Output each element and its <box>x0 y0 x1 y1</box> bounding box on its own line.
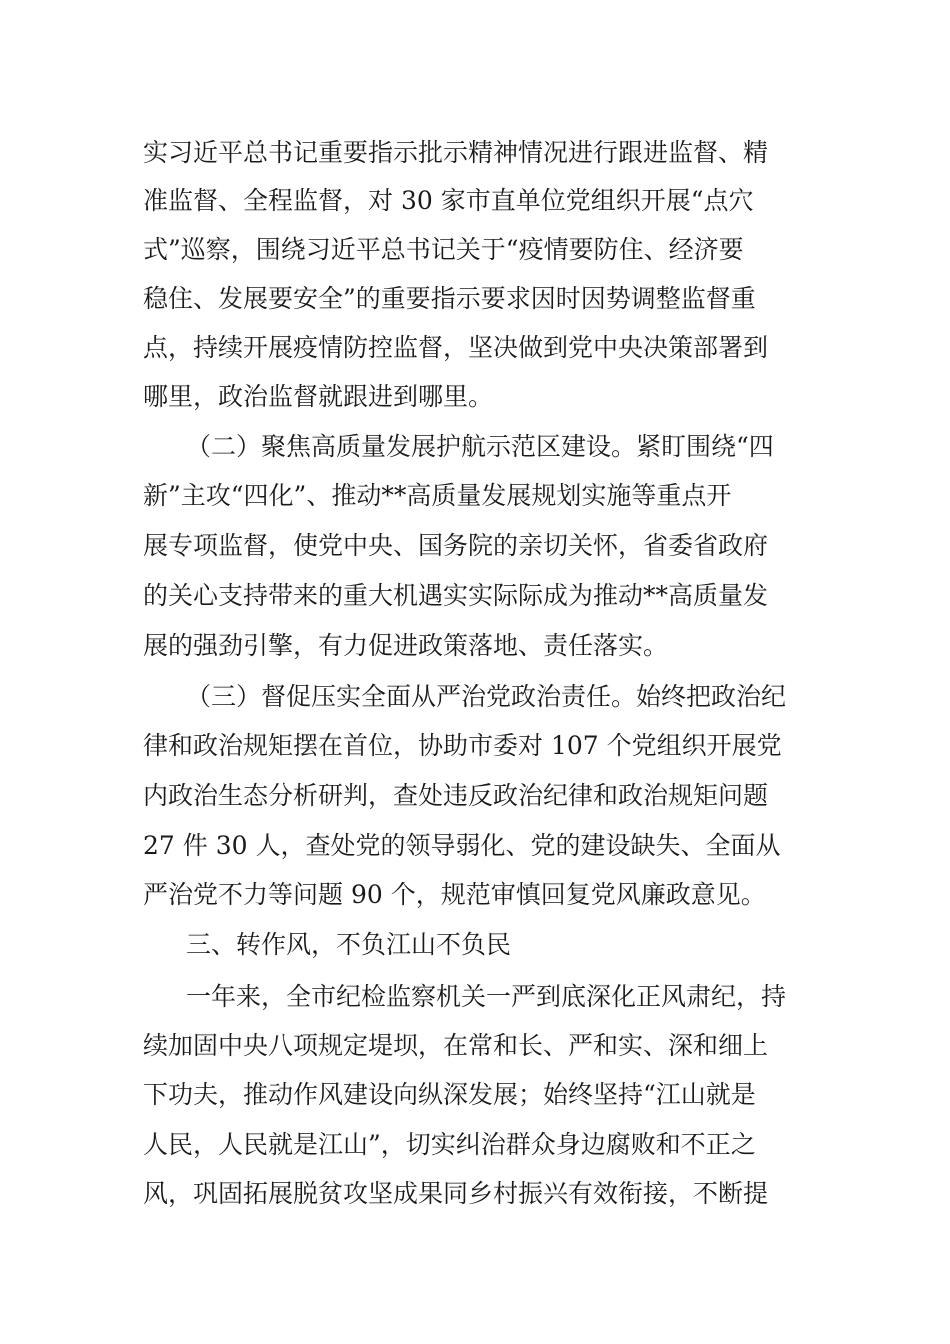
paragraph-first-line <box>0 971 950 1023</box>
line-text: 律和政治规矩摆在首位，协助市委对 107 个党组织开展党 <box>143 731 782 760</box>
paragraph-line <box>0 869 950 921</box>
paragraph-heading-line <box>0 671 950 723</box>
line-text: 人民，人民就是江山”，切实纠治群众身边腐败和不正之 <box>143 1130 756 1159</box>
line-text: 稳住、发展要安全”的重要指示要求因时因势调整监督重 <box>143 284 756 313</box>
line-text: 实习近平总书记重要指示批示精神情况进行跟进监督、精 <box>143 138 769 167</box>
line-text: 的关心支持带来的重大机遇实实际际成为推动**高质量发 <box>143 581 769 610</box>
paragraph-line <box>0 1020 950 1072</box>
paragraph-line <box>0 127 950 179</box>
line-text: 一年来，全市纪检监察机关一严到底深化正风肃纪，持 <box>186 982 787 1011</box>
paragraph-line <box>0 175 950 227</box>
line-text: 展的强劲引擎，有力促进政策落地、责任落实。 <box>143 631 669 660</box>
line-text: 展专项监督，使党中央、国务院的亲切关怀，省委省政府 <box>143 531 769 560</box>
line-text: 点，持续开展疫情防控监督，坚决做到党中央决策部署到 <box>143 333 769 362</box>
line-text: 新”主攻“四化”、推动**高质量发展规划实施等重点开 <box>143 481 732 510</box>
line-text: 哪里，政治监督就跟进到哪里。 <box>143 382 494 411</box>
paragraph-line <box>0 570 950 622</box>
line-text: （三）督促压实全面从严治党政治责任。始终把政治纪 <box>186 682 787 711</box>
paragraph-line <box>0 224 950 276</box>
line-text: 风，巩固拓展脱贫攻坚成果同乡村振兴有效衔接，不断提 <box>143 1179 769 1208</box>
paragraph-line <box>0 1069 950 1121</box>
line-text: （二）聚焦高质量发展护航示范区建设。紧盯围绕“四 <box>186 432 774 461</box>
section-heading <box>0 919 950 971</box>
line-text: 准监督、全程监督，对 30 家市直单位党组织开展“点穴 <box>143 186 754 215</box>
paragraph-line <box>0 273 950 325</box>
paragraph-line <box>0 1119 950 1171</box>
paragraph-line <box>0 770 950 822</box>
paragraph-heading-line <box>0 421 950 473</box>
line-text: 式”巡察，围绕习近平总书记关于“疫情要防住、经济要 <box>143 235 744 264</box>
paragraph-line <box>0 620 950 672</box>
paragraph-line <box>0 720 950 772</box>
paragraph-line <box>0 371 950 423</box>
line-text: 严治党不力等问题 90 个，规范审慎回复党风廉政意见。 <box>143 880 766 909</box>
line-text: 下功夫，推动作风建设向纵深发展；始终坚持“江山就是 <box>143 1080 756 1109</box>
paragraph-line <box>0 322 950 374</box>
line-text: 三、转作风，不负江山不负民 <box>186 930 512 959</box>
paragraph-line <box>0 520 950 572</box>
line-text: 内政治生态分析研判，查处违反政治纪律和政治规矩问题 <box>143 781 769 810</box>
paragraph-line <box>0 1168 950 1220</box>
paragraph-line <box>0 820 950 872</box>
line-text: 续加固中央八项规定堤坝，在常和长、严和实、深和细上 <box>143 1031 769 1060</box>
paragraph-line <box>0 470 950 522</box>
line-text: 27 件 30 人，查处党的领导弱化、党的建设缺失、全面从 <box>143 831 781 860</box>
